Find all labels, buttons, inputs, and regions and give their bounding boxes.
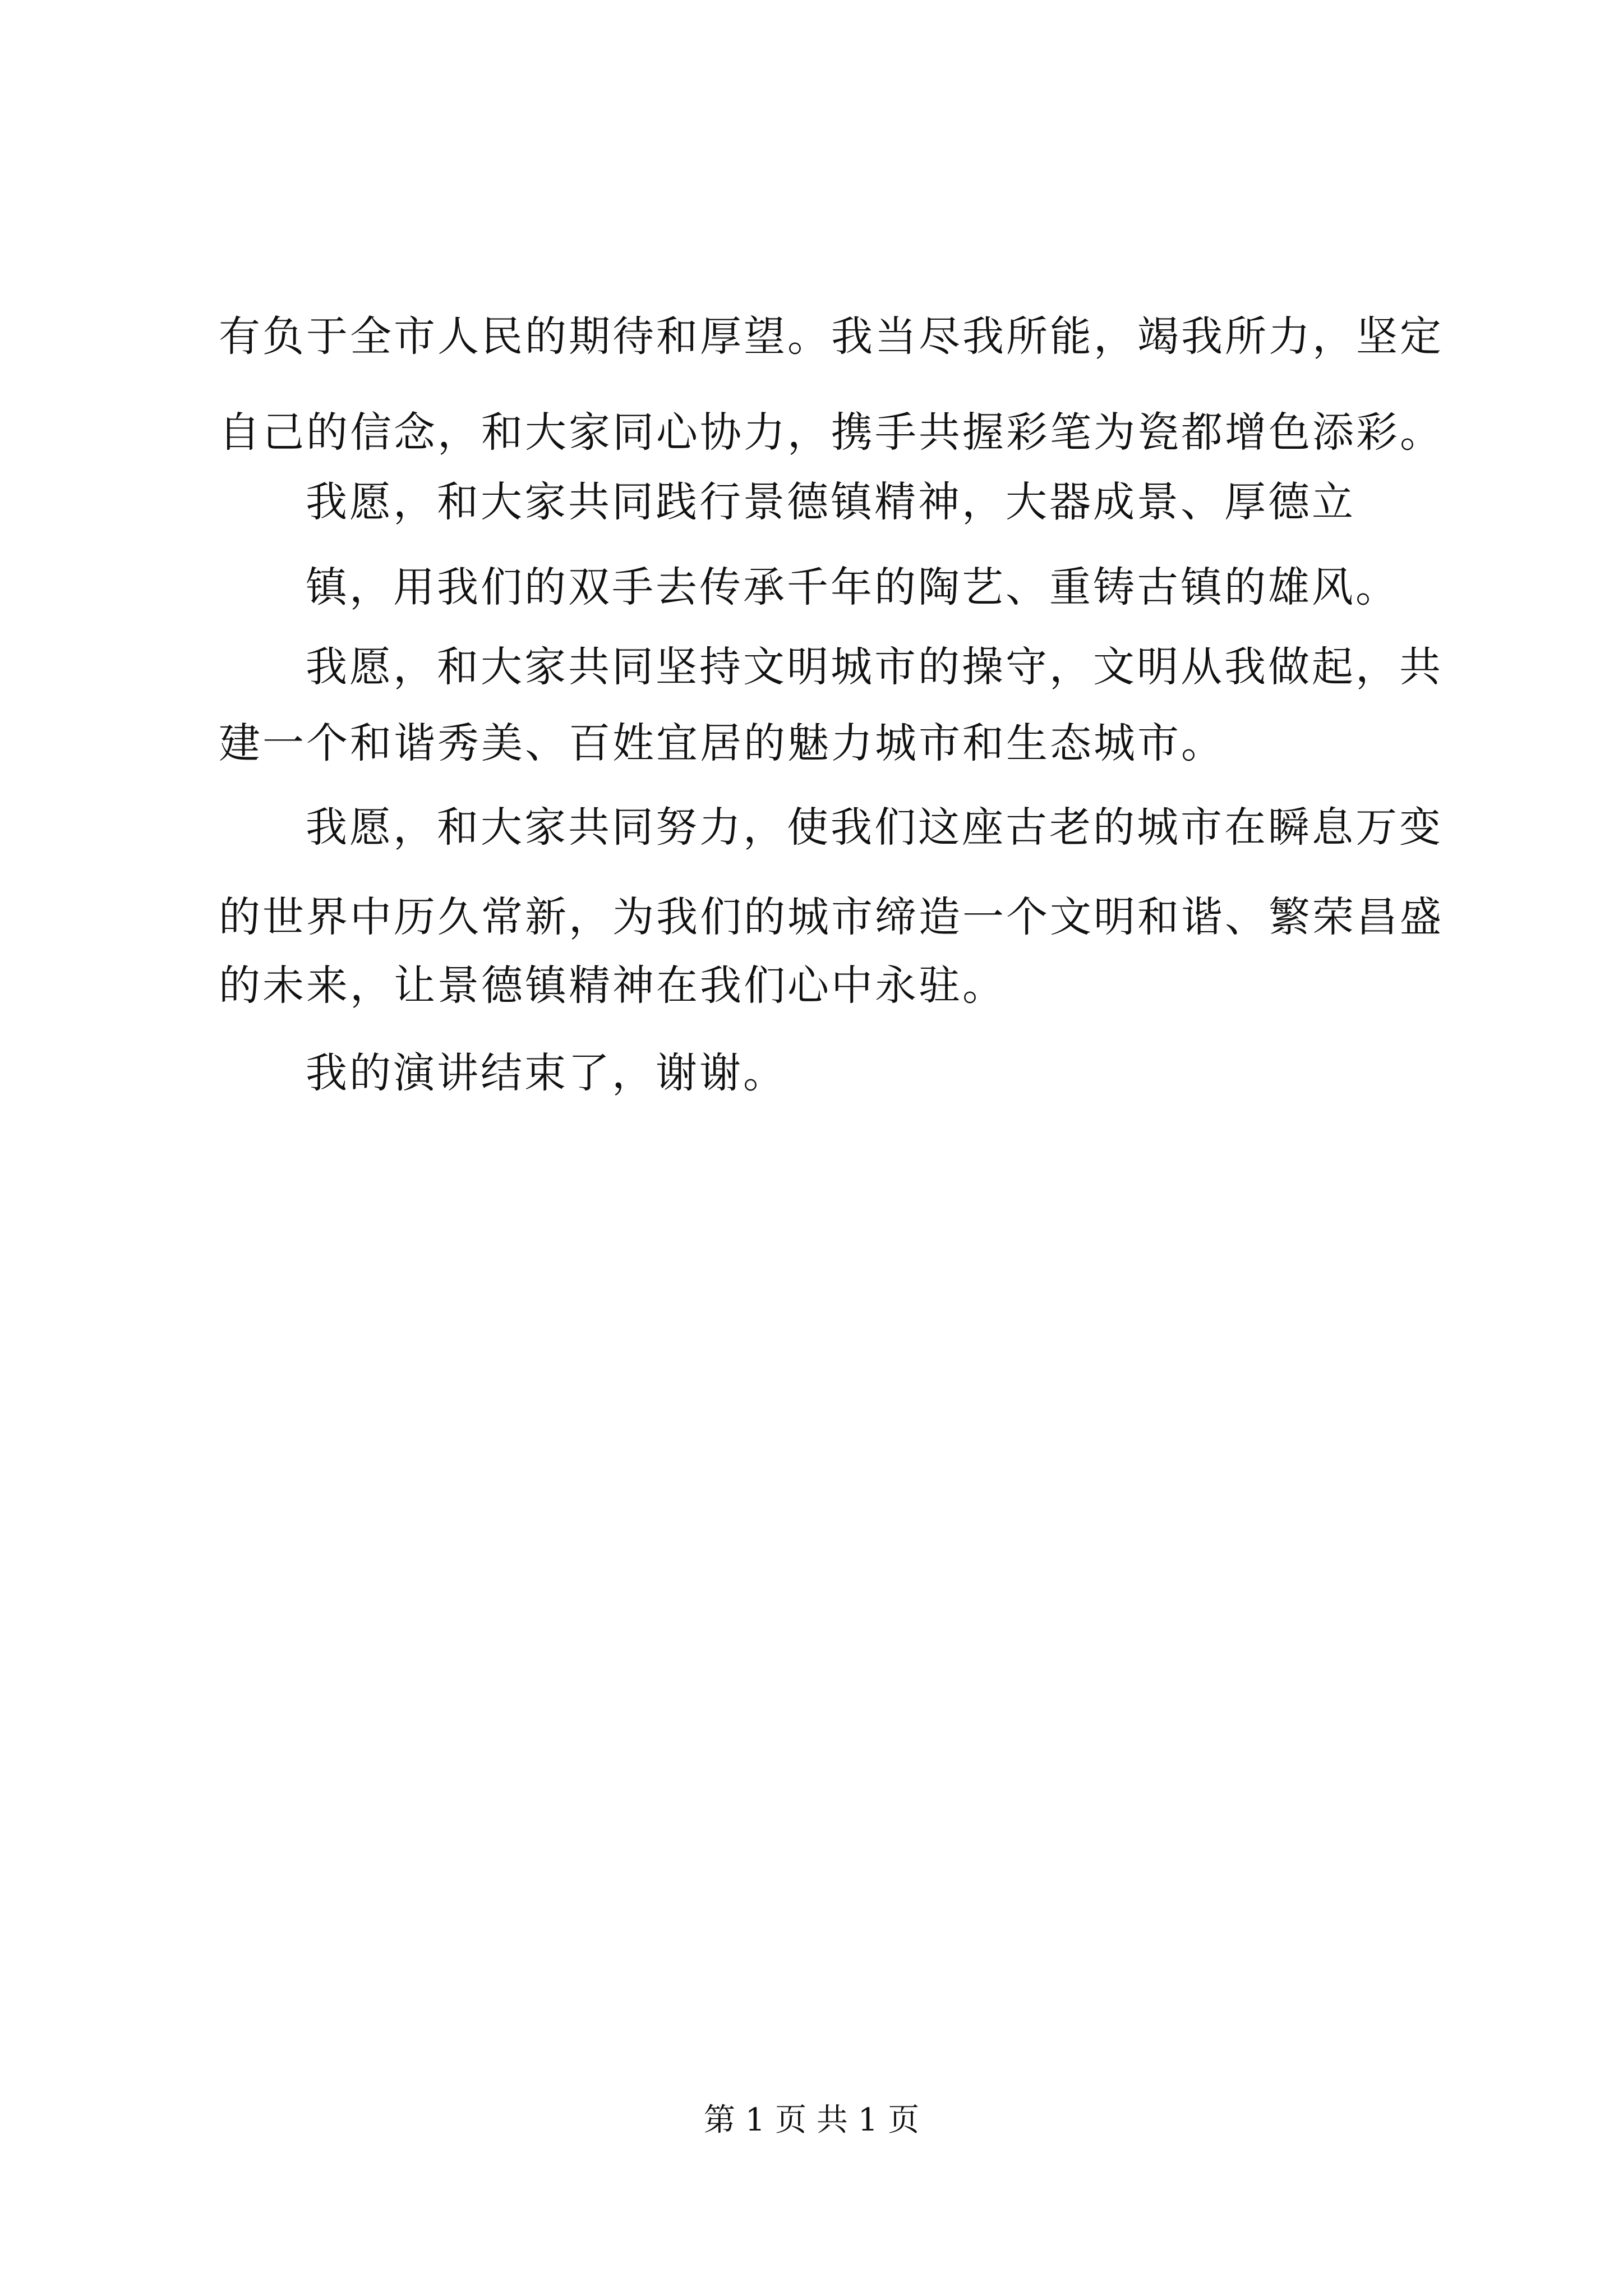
text-line: 的未来，让景德镇精神在我们心中永驻。 <box>219 961 1006 1010</box>
text-line: 镇，用我们的双手去传承千年的陶艺、重铸古镇的雄风。 <box>306 563 1399 611</box>
paragraph-line: 我愿，和大家共同努力，使我们这座古老的城市在瞬息万变 <box>306 803 1443 852</box>
paragraph-line: 我愿，和大家共同坚持文明城市的操守，文明从我做起，共 <box>306 643 1443 691</box>
paragraph-line: 我愿，和大家共同践行景德镇精神，大器成景、厚德立 <box>306 478 1355 526</box>
text-line: 有负于全市人民的期待和厚望。我当尽我所能，竭我所力，坚定 <box>219 312 1444 361</box>
text-line: 自己的信念，和大家同心协力，携手共握彩笔为瓷都增色添彩。 <box>219 408 1444 457</box>
paragraph-line: 我的演讲结束了，谢谢。 <box>306 1049 787 1097</box>
text-line: 建一个和谐秀美、百姓宜居的魅力城市和生态城市。 <box>219 719 1225 767</box>
text-line: 的世界中历久常新，为我们的城市缔造一个文明和谐、繁荣昌盛 <box>219 893 1444 941</box>
page-footer: 第 1 页 共 1 页 <box>703 2102 920 2138</box>
